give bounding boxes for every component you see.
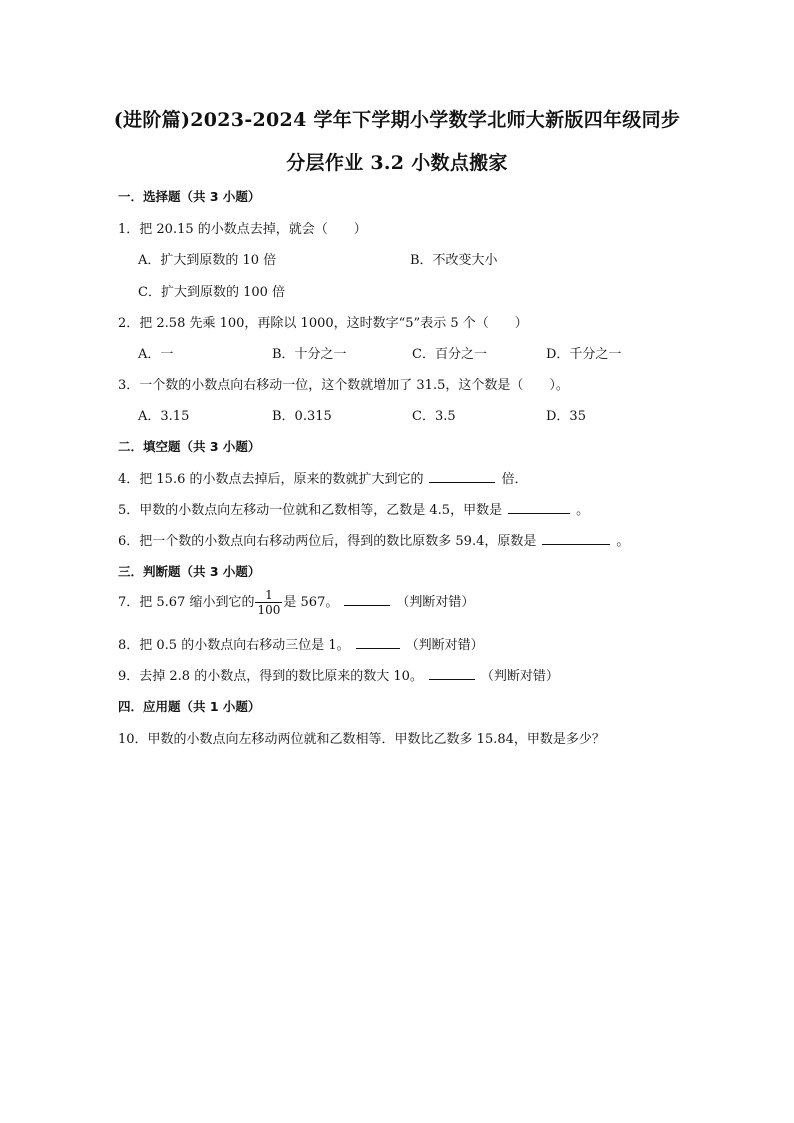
question-10-stem: 10．甲数的小数点向左移动两位就和乙数相等．甲数比乙数多 15.84，甲数是多少？ xyxy=(118,732,605,747)
question-6 xyxy=(118,530,629,549)
question-1-option-c: C．扩大到原数的 100 倍 xyxy=(138,285,286,300)
fraction-denominator: 100 xyxy=(257,603,281,617)
question-7-suffix: （判断对错） xyxy=(396,595,475,610)
question-5-text: 5．甲数的小数点向左移动一位就和乙数相等，乙数是 4.5，甲数是 xyxy=(118,503,503,518)
question-9-suffix: （判断对错） xyxy=(480,669,559,684)
question-7-text-2: 是 567。 xyxy=(283,595,339,610)
section-heading-fill: 二．填空题（共 3 小题） xyxy=(118,439,261,454)
question-8-text: 8．把 0.5 的小数点向右移动三位是 1。 xyxy=(118,638,350,653)
question-9-text: 9．去掉 2.8 的小数点，得到的数比原来的数大 10。 xyxy=(118,669,423,684)
question-2-stem: 2．把 2.58 先乘 100，再除以 1000，这时数字“5”表示 5 个（ ） xyxy=(118,316,528,331)
question-2-option-d: D．千分之一 xyxy=(546,347,622,362)
question-3-option-c: C．3.5 xyxy=(412,409,456,424)
question-8-blank[interactable] xyxy=(356,636,400,649)
question-6-text: 6．把一个数的小数点向右移动两位后，得到的数比原数多 59.4，原数是 xyxy=(118,534,537,549)
question-4-text: 4．把 15.6 的小数点去掉后，原来的数就扩大到它的 xyxy=(118,472,424,487)
question-7 xyxy=(118,588,474,617)
fraction-numerator: 1 xyxy=(255,588,282,603)
question-4-suffix: 倍． xyxy=(501,472,528,487)
question-1-option-a: A．扩大到原数的 10 倍 xyxy=(138,253,277,268)
question-7-fraction xyxy=(255,588,282,617)
question-9 xyxy=(118,665,559,684)
section-heading-judge: 三．判断题（共 3 小题） xyxy=(118,564,261,579)
question-3-option-d: D．35 xyxy=(546,409,586,424)
question-2-option-c: C．百分之一 xyxy=(412,347,487,362)
question-5 xyxy=(118,499,589,518)
question-5-suffix: 。 xyxy=(576,503,590,518)
question-3-option-b: B．0.315 xyxy=(272,409,332,424)
question-1-option-b: B．不改变大小 xyxy=(410,253,498,268)
section-heading-choice: 一．选择题（共 3 小题） xyxy=(118,189,261,204)
question-1-stem: 1．把 20.15 的小数点去掉，就会（ ） xyxy=(118,222,367,237)
question-9-blank[interactable] xyxy=(429,667,475,680)
question-7-text: 7．把 5.67 缩小到它的 xyxy=(118,595,255,610)
question-4 xyxy=(118,468,528,487)
question-2-option-b: B．十分之一 xyxy=(272,347,347,362)
question-8 xyxy=(118,634,484,653)
question-8-suffix: （判断对错） xyxy=(405,638,484,653)
title-line-1: (进阶篇)2023-2024 学年下学期小学数学北师大新版四年级同步 xyxy=(113,109,681,131)
title-line-2: 分层作业 3.2 小数点搬家 xyxy=(286,152,508,174)
question-3-stem: 3．一个数的小数点向右移动一位，这个数就增加了 31.5，这个数是（ ）。 xyxy=(118,378,569,393)
section-heading-application: 四．应用题（共 1 小题） xyxy=(118,699,261,714)
question-6-blank[interactable] xyxy=(542,532,610,545)
question-7-blank[interactable] xyxy=(344,593,390,606)
question-4-blank[interactable] xyxy=(429,470,495,483)
question-2-option-a: A．一 xyxy=(138,347,174,362)
question-5-blank[interactable] xyxy=(508,501,570,514)
question-6-suffix: 。 xyxy=(616,534,630,549)
question-3-option-a: A．3.15 xyxy=(138,409,190,424)
